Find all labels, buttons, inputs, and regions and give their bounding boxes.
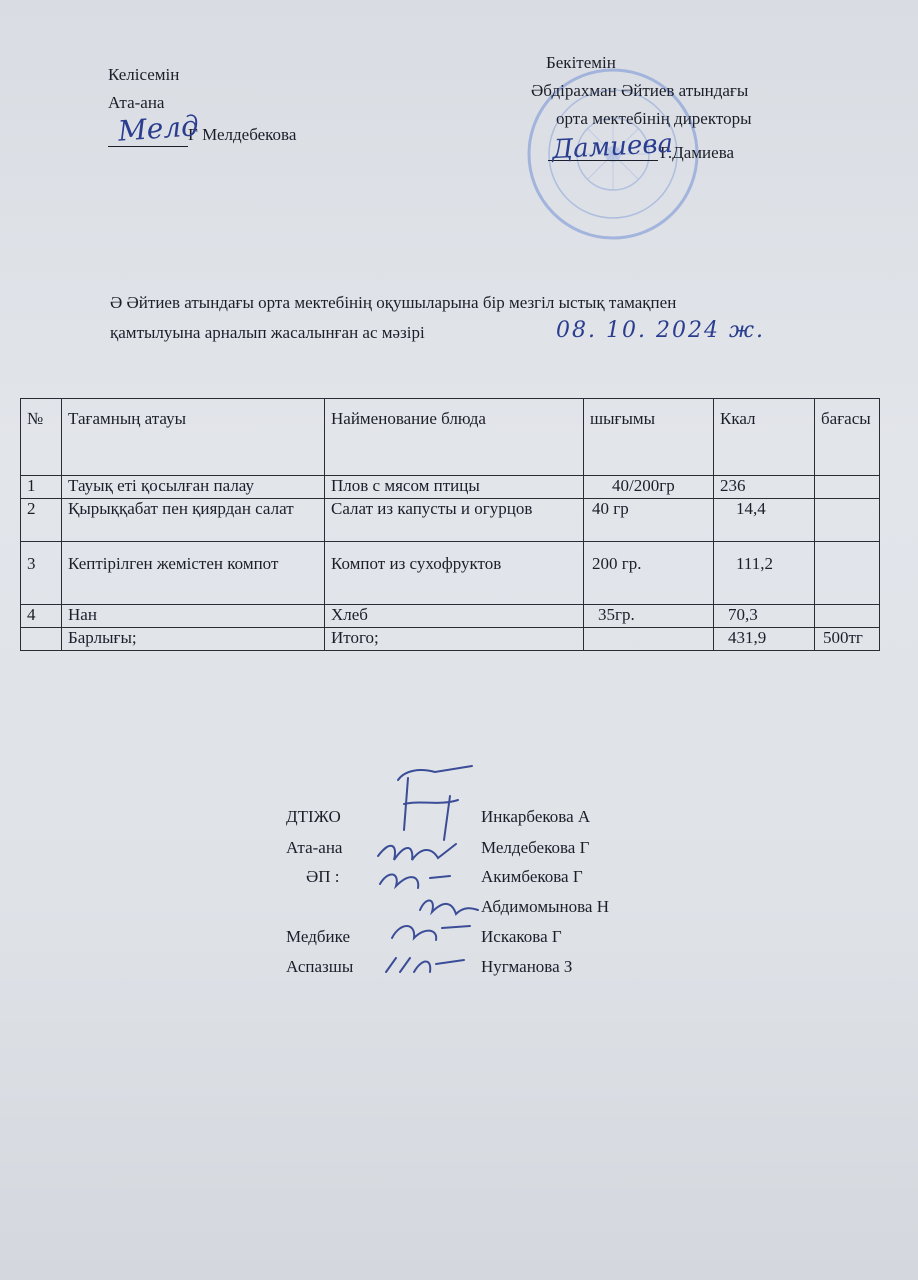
signatory-name: Нугманова З xyxy=(481,957,573,976)
cell-total-ru: Итого; xyxy=(325,628,584,651)
cell-num: 2 xyxy=(21,499,62,542)
cell-kcal: 14,4 xyxy=(714,499,815,542)
cell-kcal: 236 xyxy=(714,476,815,499)
approval-left-signer: Г Мелдебекова xyxy=(188,125,297,144)
cell-num xyxy=(21,628,62,651)
cell-total-price: 500тг xyxy=(815,628,880,651)
cell-price xyxy=(815,605,880,628)
signatory-role: Медбике xyxy=(286,927,350,946)
table-row xyxy=(21,499,880,542)
cell-total-kk: Барлығы; xyxy=(62,628,325,651)
signatory-role: Ата-ана xyxy=(286,838,343,857)
approval-right-heading: Бекітемін xyxy=(546,53,616,72)
header-yield: шығымы xyxy=(584,399,714,476)
cell-name-kk: Кептірілген жемістен компот xyxy=(62,542,325,605)
signature-damieva: Дамиева xyxy=(551,128,674,166)
cell-yield: 200 гр. xyxy=(584,542,714,605)
header-price: бағасы xyxy=(815,399,880,476)
approval-right-signer: Г.Дамиева xyxy=(660,143,735,162)
header-num: № xyxy=(21,399,62,476)
approval-right-position: орта мектебінің директоры xyxy=(556,109,752,128)
cell-num: 3 xyxy=(21,542,62,605)
approval-left-role: Ата-ана xyxy=(108,93,165,112)
header-kcal: Ккал xyxy=(714,399,815,476)
cell-name-ru: Хлеб xyxy=(325,605,584,628)
header-name-ru: Найменование блюда xyxy=(325,399,584,476)
signatory-name: Абдимомынова Н xyxy=(481,897,609,916)
table-row xyxy=(21,476,880,499)
cell-name-kk: Тауық еті қосылған палау xyxy=(62,476,325,499)
cell-yield: 40 гр xyxy=(584,499,714,542)
signatures-scribble xyxy=(360,760,490,990)
signatory-name: Искакова Г xyxy=(481,927,562,946)
signatory-name: Мелдебекова Г xyxy=(481,838,590,857)
cell-name-ru: Плов с мясом птицы xyxy=(325,476,584,499)
cell-name-ru: Салат из капусты и огурцов xyxy=(325,499,584,542)
table-row xyxy=(21,605,880,628)
header-name-kk: Тағамның атауы xyxy=(62,399,325,476)
signatory-role: Аспазшы xyxy=(286,957,354,976)
document-title-line1: Ә Әйтиев атындағы орта мектебінің оқушыларына бір мезгіл ыстық тамақпен xyxy=(110,293,677,312)
cell-kcal: 70,3 xyxy=(714,605,815,628)
cell-name-ru: Компот из сухофруктов xyxy=(325,542,584,605)
signatory-name: Акимбекова Г xyxy=(481,867,583,886)
table-row xyxy=(21,542,880,605)
cell-total-kcal: 431,9 xyxy=(714,628,815,651)
cell-price xyxy=(815,499,880,542)
table-total-row xyxy=(21,628,880,651)
cell-num: 4 xyxy=(21,605,62,628)
approval-right-school: Әбдірахман Әйтиев атындағы xyxy=(531,81,749,100)
signatory-role: ДТІЖО xyxy=(286,807,341,826)
cell-yield: 35гр. xyxy=(584,605,714,628)
approval-left-heading: Келісемін xyxy=(108,65,180,84)
cell-kcal: 111,2 xyxy=(714,542,815,605)
menu-table xyxy=(20,398,880,651)
signatory-role: ӘП : xyxy=(306,867,340,886)
cell-yield xyxy=(584,628,714,651)
cell-name-kk: Нан xyxy=(62,605,325,628)
table-header-row xyxy=(21,399,880,476)
cell-yield: 40/200гр xyxy=(584,476,714,499)
document-title-line2: қамтылуына арналып жасалынған ас мәзірі xyxy=(110,323,425,342)
cell-price xyxy=(815,476,880,499)
cell-price xyxy=(815,542,880,605)
signature-meldebekova: Мелд xyxy=(116,109,200,148)
signatory-name: Инкарбекова А xyxy=(481,807,591,826)
cell-name-kk: Қырыққабат пен қиярдан салат xyxy=(62,499,325,542)
handwritten-date: 08. 10. 2024 ж. xyxy=(556,318,765,343)
cell-num: 1 xyxy=(21,476,62,499)
